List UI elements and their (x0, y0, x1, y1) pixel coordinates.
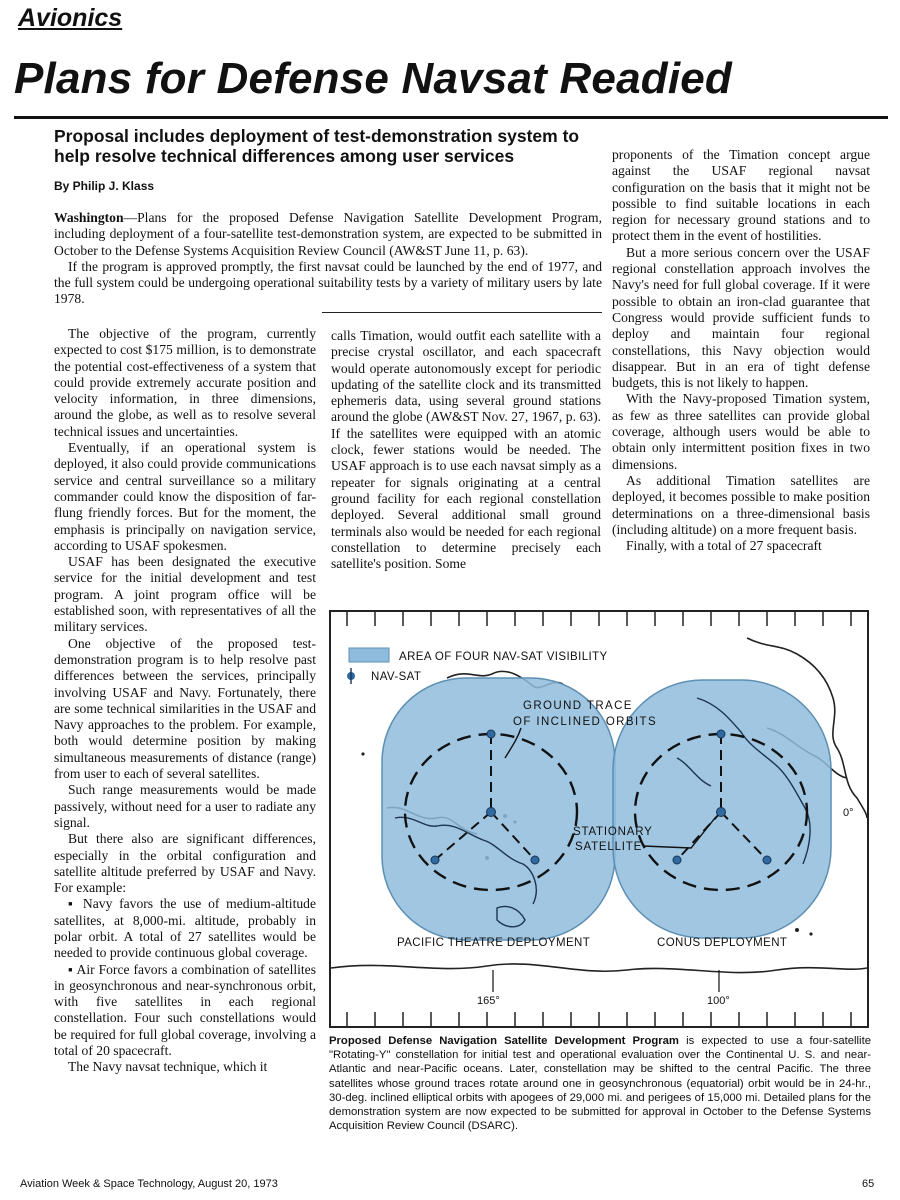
footer-publication: Aviation Week & Space Technology, August 20, 1973 (20, 1178, 278, 1190)
ground-trace-label-1: GROUND TRACE (523, 700, 633, 712)
equator-label: 0° (843, 807, 854, 819)
legend-navsat-label: NAV-SAT (371, 671, 422, 683)
body-paragraph: Eventually, if an operational system is deployed, it also could provide communications service and central surveillance so a military commander could know the disposition of far-flung friendly forces. But for the moment, the emphasis is principally on navigation service, according to USAF spokesmen. (54, 440, 316, 553)
byline: By Philip J. Klass (54, 179, 155, 193)
section-label: Avionics (18, 4, 123, 32)
column-3 (612, 147, 870, 605)
column-divider (322, 312, 602, 313)
body-paragraph: The Navy navsat technique, which it (68, 1059, 268, 1075)
map-svg (327, 608, 871, 1030)
body-paragraph: Finally, with a total of 27 spacecraft (626, 538, 822, 554)
legend-area-swatch (349, 648, 389, 662)
legend-area-label: AREA OF FOUR NAV-SAT VISIBILITY (399, 651, 608, 663)
navsat-icon (431, 856, 439, 864)
navsat-icon (487, 730, 495, 738)
longitude-165-label: 165° (477, 995, 500, 1007)
body-paragraph: As additional Timation satellites are deployed, it becomes possible to make position determinations on a three-dimensional basis (including altitude) on a more frequent basis. (612, 472, 870, 537)
headline-rule (14, 116, 888, 119)
navsat-icon (673, 856, 681, 864)
pacific-deployment-label: PACIFIC THEATRE DEPLOYMENT (397, 937, 591, 949)
body-paragraph: The objective of the program, currently expected to cost $175 million, is to demonstrate the potential cost-effectiveness of a system that could provide extremely accurate position and velocity information, in three dimensions, around the globe, as well as to resolve several technical issues and uncertainties. (54, 326, 316, 439)
conus-deployment-label: CONUS DEPLOYMENT (657, 937, 788, 949)
body-paragraph: Such range measurements would be made passively, without need for a user to radiate any signal. (54, 782, 316, 830)
lead-paragraphs (54, 210, 602, 308)
ground-trace-label-2: OF INCLINED ORBITS (513, 716, 658, 728)
lead-paragraph-1 (54, 210, 602, 259)
stationary-label-1: STATIONARY (573, 826, 653, 838)
body-paragraph: But a more serious concern over the USAF regional constellation approach involves the Navy's need for full global coverage. If it were possible to obtain an iron-clad guarantee that Congress would provide sufficient funds to deploy and maintain four regional constellations, this Navy objection would disappear. But in an era of tight defense budgets, this is not likely to happen. (612, 244, 870, 391)
caption-title: Proposed Defense Navigation Satellite Development Program (329, 1035, 679, 1047)
body-paragraph: But there also are significant differences, especially in the orbital configuration and satellite altitude preferred by USAF and Navy. For example: (54, 831, 316, 896)
headline: Plans for Defense Navsat Readied (14, 54, 733, 103)
lead-text-1: —Plans for the proposed Defense Navigation Satellite Development Program, including deployment of a four-satellite test-demonstration system, are expected to be submitted in October to the Defense Systems Acquisition Review Council (AW&ST June 11, p. 63). (54, 210, 602, 258)
navsat-map-figure (327, 608, 871, 1030)
body-paragraph: USAF has been designated the executive service for the initial development and test program. A joint program office will be established soon, with representatives of all the military services. (54, 554, 316, 635)
navsat-icon (717, 730, 725, 738)
body-paragraph: ▪ Air Force favors a combination of satellites in geosynchronous and near-synchronous orbit, with five satellites in each regional constellation. Four such constellations would be required for full global coverage, involving a total of 20 spacecraft. (54, 961, 316, 1059)
figure-caption (329, 1034, 871, 1133)
navsat-icon (717, 808, 726, 817)
body-paragraph: proponents of the Timation concept argue against the USAF regional navsat configuration on the basis that it might not be possible to find suitable locations in each region for necessary ground stations and to protect them in the event of hostilities. (612, 147, 870, 244)
footer-page-number: 65 (862, 1178, 875, 1190)
dateline: Washington (54, 210, 124, 225)
stationary-label-2: SATELLITE (575, 841, 643, 853)
body-paragraph: With the Navy-proposed Timation system, as few as three satellites can provide global coverage, although users would be able to obtain only intermittent position fixes in two dimensions. (612, 391, 870, 472)
body-paragraph: ▪ Navy favors the use of medium-altitude satellites, at 8,000-mi. altitude, probably in polar orbit. A total of 27 satellites would be needed to provide continuous global coverage. (54, 896, 316, 961)
lead-paragraph-2: If the program is approved promptly, the first navsat could be launched by the end of 1977, and the full system could be undergoing operational suitability tests by a variety of military users by late 1978. (54, 258, 602, 307)
navsat-icon (763, 856, 771, 864)
navsat-icon (487, 808, 496, 817)
caption-text: is expected to use a four-satellite "Rotating-Y" constellation for initial test and operational evaluation over the Continental U. S. and near-Atlantic and near-Pacific oceans. Later, constellation may be shifted to the central Pacific. The three satellites whose ground traces rotate around one in geosynchronous (equatorial) orbit would be in 24-hr., 30-deg. inclined elliptical orbits with apogees of 29,000 mi. and perigees of 15,000 mi. Detailed plans for the demonstration system are now expected to be submitted for approval in October to the Defense Systems Acquisition Review Council (DSARC). (329, 1035, 871, 1133)
column-2 (331, 328, 601, 598)
navsat-icon (531, 856, 539, 864)
longitude-100-label: 100° (707, 995, 730, 1007)
body-paragraph: One objective of the proposed test-demonstration program is to help resolve past differences between the services, principally involving USAF and Navy. Fortunately, there are some technical similarities in the USAF and Navy approaches to the problem. For example, both would determine position by making simultaneous measurements of distance (range) from user to each of several satellites. (54, 635, 316, 782)
body-paragraph: calls Timation, would outfit each satellite with a precise crystal oscillator, and each spacecraft would operate autonomously except for periodic updating of the satellite clock and its transmitted ephemeris data, using several ground stations around the globe (AW&ST Nov. 27, 1967, p. 63). If the satellites were equipped with an atomic clock, fewer stations would be needed. The USAF approach is to use each navsat simply as a repeater for signals originating at a central ground facility for each regional constellation deployed. Several additional small ground terminals also would be needed for each regional constellation to determine precisely each satellite's position. Some (331, 328, 601, 572)
deck: Proposal includes deployment of test-demonstration system to help resolve technical differences among user services (54, 126, 580, 166)
column-1 (54, 326, 316, 1166)
